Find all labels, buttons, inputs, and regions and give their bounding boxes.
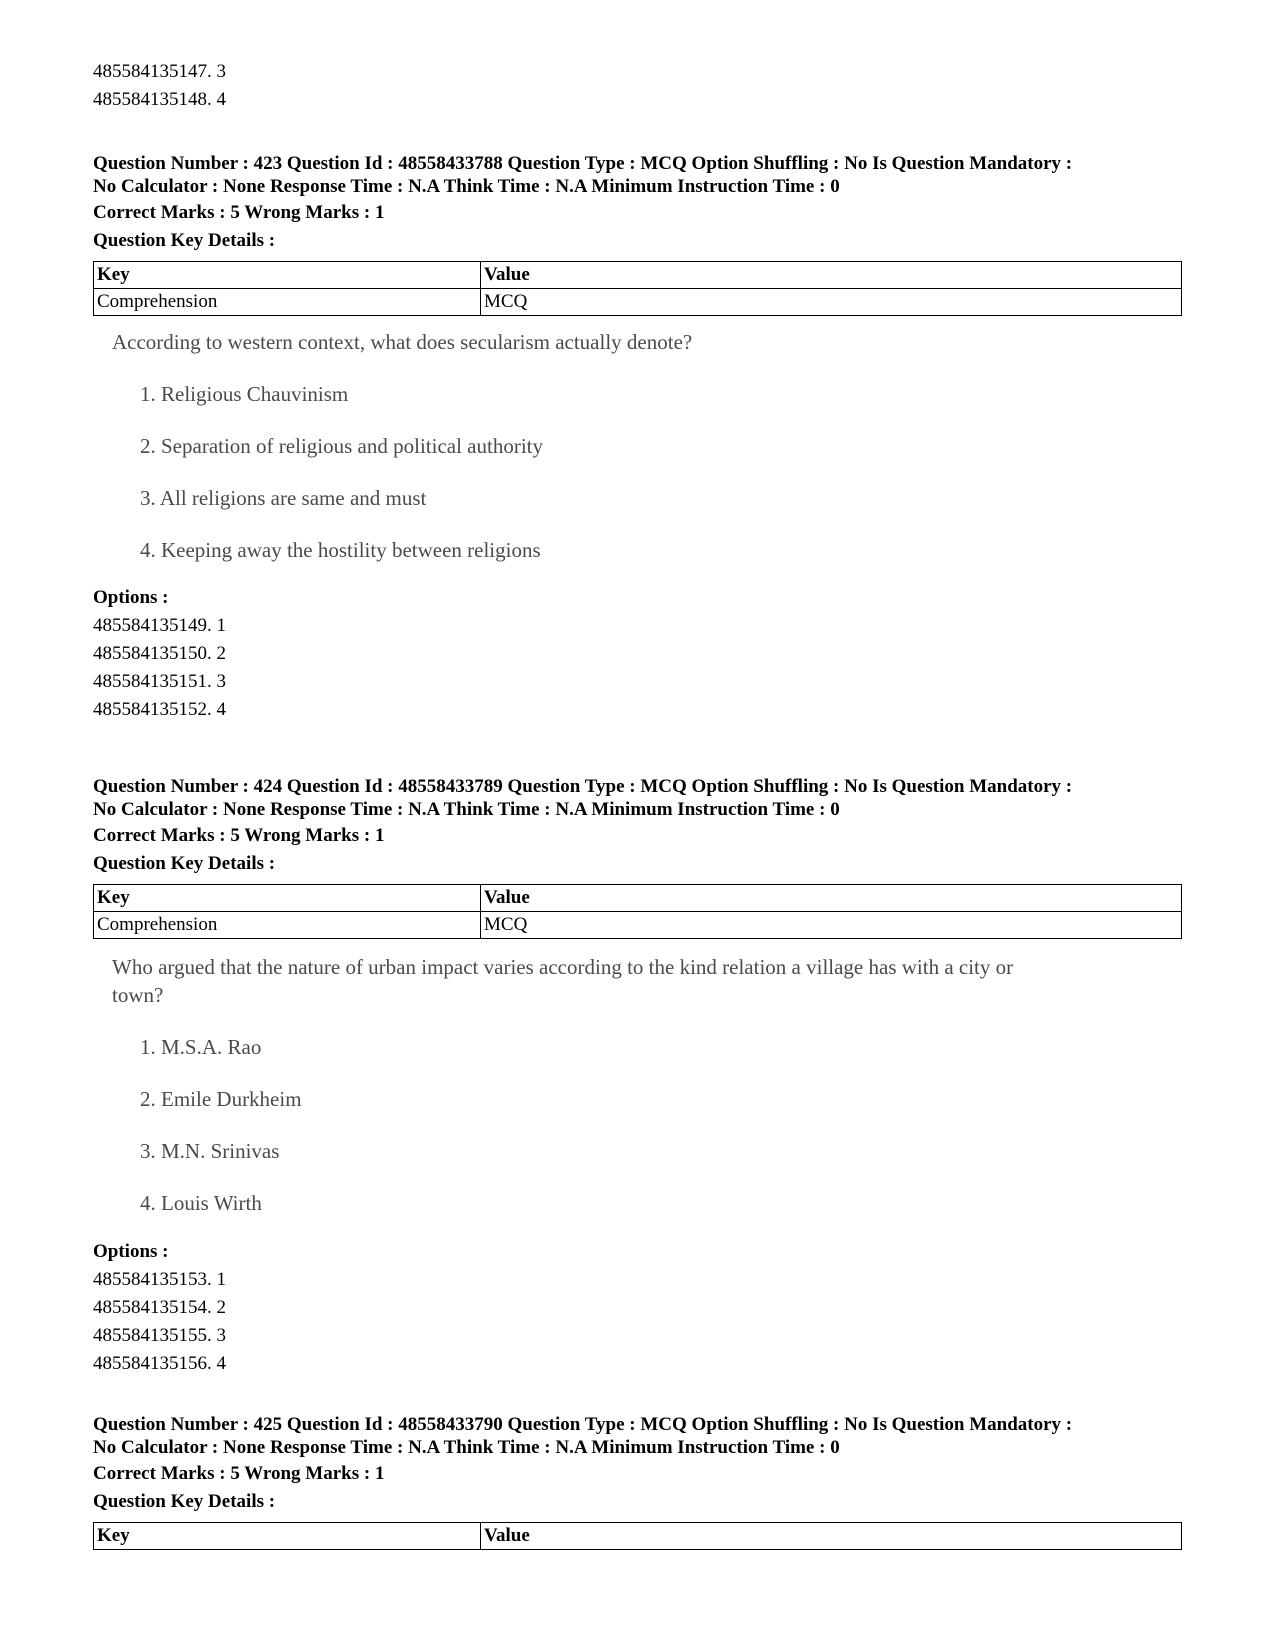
question-header-line2: No Calculator : None Response Time : N.A Think Time : N.A Minimum Instruction Time : 0 [93, 1437, 840, 1458]
question-text-line1: Who argued that the nature of urban impact varies according to the kind relation a village has with a city or [112, 955, 1014, 979]
choice-item: 4. Keeping away the hostility between religions [140, 538, 541, 562]
key-details-label: Question Key Details : [93, 230, 276, 251]
table-cell-value: MCQ [481, 912, 1182, 939]
option-line: 485584135153. 1 [93, 1269, 226, 1290]
key-details-table [93, 884, 1182, 939]
key-details-label: Question Key Details : [93, 1491, 276, 1512]
option-line: 485584135154. 2 [93, 1297, 226, 1318]
table-header-key: Key [94, 262, 481, 289]
marks-line: Correct Marks : 5 Wrong Marks : 1 [93, 1463, 385, 1484]
key-details-table [93, 261, 1182, 316]
question-header [93, 775, 1193, 821]
option-line: 485584135149. 1 [93, 615, 226, 636]
options-label: Options : [93, 1241, 169, 1262]
choice-item: 4. Louis Wirth [140, 1191, 262, 1215]
choice-item: 1. Religious Chauvinism [140, 382, 349, 406]
choice-item: 3. All religions are same and must [140, 486, 427, 510]
question-header-line1: Question Number : 425 Question Id : 48558433790 Question Type : MCQ Option Shuffling : No Is Question Mandatory : [93, 1414, 1073, 1435]
question-header-line1: Question Number : 423 Question Id : 48558433788 Question Type : MCQ Option Shuffling : No Is Question Mandatory : [93, 153, 1073, 174]
choice-item: 3. M.N. Srinivas [140, 1139, 280, 1163]
option-line: 485584135151. 3 [93, 671, 226, 692]
question-header [93, 1413, 1193, 1459]
option-line: 485584135156. 4 [93, 1353, 226, 1374]
question-text: According to western context, what does secularism actually denote? [112, 330, 693, 354]
table-header-value: Value [481, 885, 1182, 912]
choice-item: 2. Separation of religious and political authority [140, 434, 543, 458]
option-line: 485584135147. 3 [93, 61, 226, 82]
key-details-label: Question Key Details : [93, 853, 276, 874]
question-header-line2: No Calculator : None Response Time : N.A Think Time : N.A Minimum Instruction Time : 0 [93, 799, 840, 820]
key-details-table [93, 1522, 1182, 1550]
table-cell-key: Comprehension [94, 289, 481, 316]
table-cell-key: Comprehension [94, 912, 481, 939]
table-header-row [94, 1523, 1182, 1550]
option-line: 485584135150. 2 [93, 643, 226, 664]
option-line: 485584135148. 4 [93, 89, 226, 110]
options-label: Options : [93, 587, 169, 608]
question-header [93, 152, 1193, 198]
marks-line: Correct Marks : 5 Wrong Marks : 1 [93, 202, 385, 223]
table-cell-value: MCQ [481, 289, 1182, 316]
choice-item: 2. Emile Durkheim [140, 1087, 302, 1111]
table-header-key: Key [94, 885, 481, 912]
question-header-line2: No Calculator : None Response Time : N.A Think Time : N.A Minimum Instruction Time : 0 [93, 176, 840, 197]
table-header-value: Value [481, 262, 1182, 289]
table-row [94, 289, 1182, 316]
question-header-line1: Question Number : 424 Question Id : 48558433789 Question Type : MCQ Option Shuffling : No Is Question Mandatory : [93, 776, 1073, 797]
table-header-key: Key [94, 1523, 481, 1550]
choice-item: 1. M.S.A. Rao [140, 1035, 262, 1059]
table-header-row [94, 885, 1182, 912]
option-line: 485584135152. 4 [93, 699, 226, 720]
table-header-value: Value [481, 1523, 1182, 1550]
marks-line: Correct Marks : 5 Wrong Marks : 1 [93, 825, 385, 846]
question-text-line2: town? [112, 983, 164, 1007]
option-line: 485584135155. 3 [93, 1325, 226, 1346]
table-row [94, 912, 1182, 939]
table-header-row [94, 262, 1182, 289]
